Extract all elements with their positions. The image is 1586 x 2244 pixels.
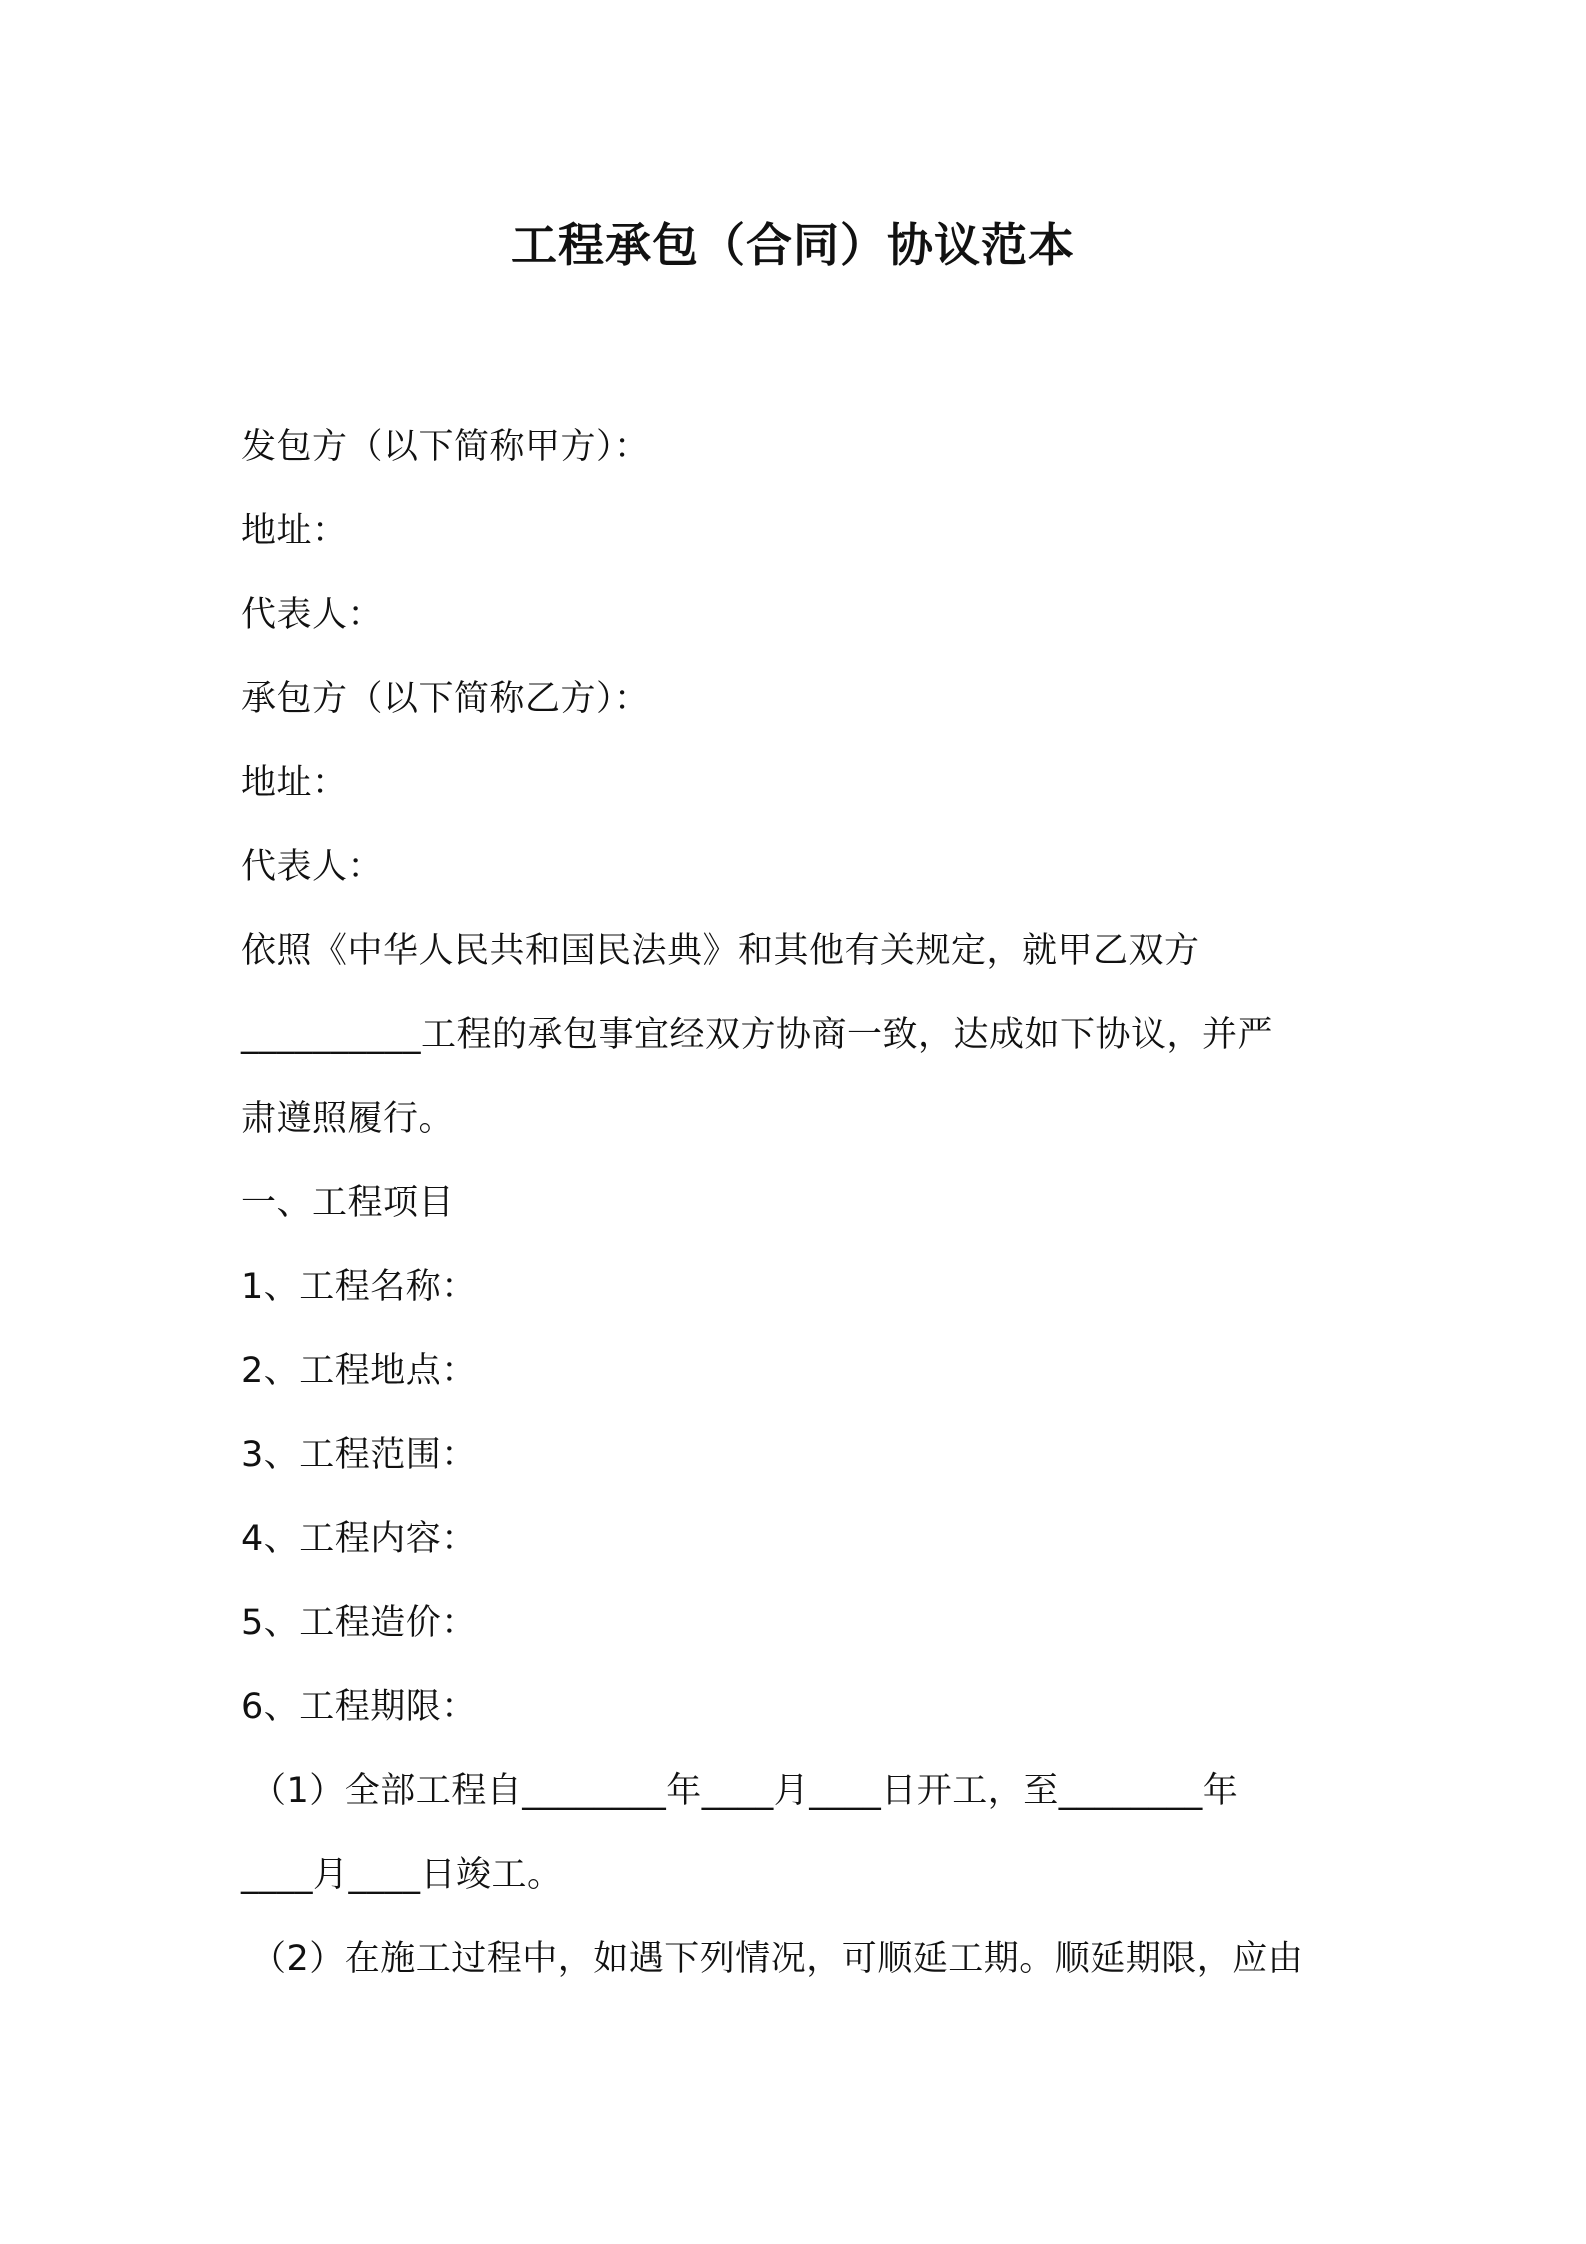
party-b-representative-line: 代表人：: [241, 847, 384, 887]
project-cost-line: 5、工程造价：: [241, 1603, 477, 1643]
section-heading-project: 一、工程项目: [241, 1183, 455, 1223]
project-content-line: 4、工程内容：: [241, 1519, 477, 1559]
document-body: [241, 405, 1366, 2001]
party-b-address-line: 地址：: [241, 763, 348, 803]
period-clause-1-line-2: ____月____日竣工。: [241, 1855, 563, 1895]
party-a-address-line: 地址：: [241, 511, 348, 551]
project-scope-line: 3、工程范围：: [241, 1435, 477, 1475]
preamble-line-2: __________工程的承包事宜经双方协商一致，达成如下协议，并严: [241, 1015, 1274, 1055]
party-a-line: 发包方（以下简称甲方）：: [241, 427, 650, 467]
preamble-line-3: 肃遵照履行。: [241, 1099, 455, 1139]
project-location-line: 2、工程地点：: [241, 1351, 477, 1391]
party-b-line: 承包方（以下简称乙方）：: [241, 679, 650, 719]
party-a-representative-line: 代表人：: [241, 595, 384, 635]
preamble-line-1: 依照《中华人民共和国民法典》和其他有关规定，就甲乙双方: [241, 931, 1200, 971]
document-title: 工程承包（合同）协议范本: [511, 218, 1075, 272]
period-clause-2-line-1: （2）在施工过程中，如遇下列情况，可顺延工期。顺延期限，应由: [251, 1939, 1304, 1979]
period-clause-1-line-1: （1）全部工程自________年____月____日开工，至________年: [251, 1771, 1239, 1811]
project-period-line: 6、工程期限：: [241, 1687, 477, 1727]
project-name-line: 1、工程名称：: [241, 1267, 477, 1307]
